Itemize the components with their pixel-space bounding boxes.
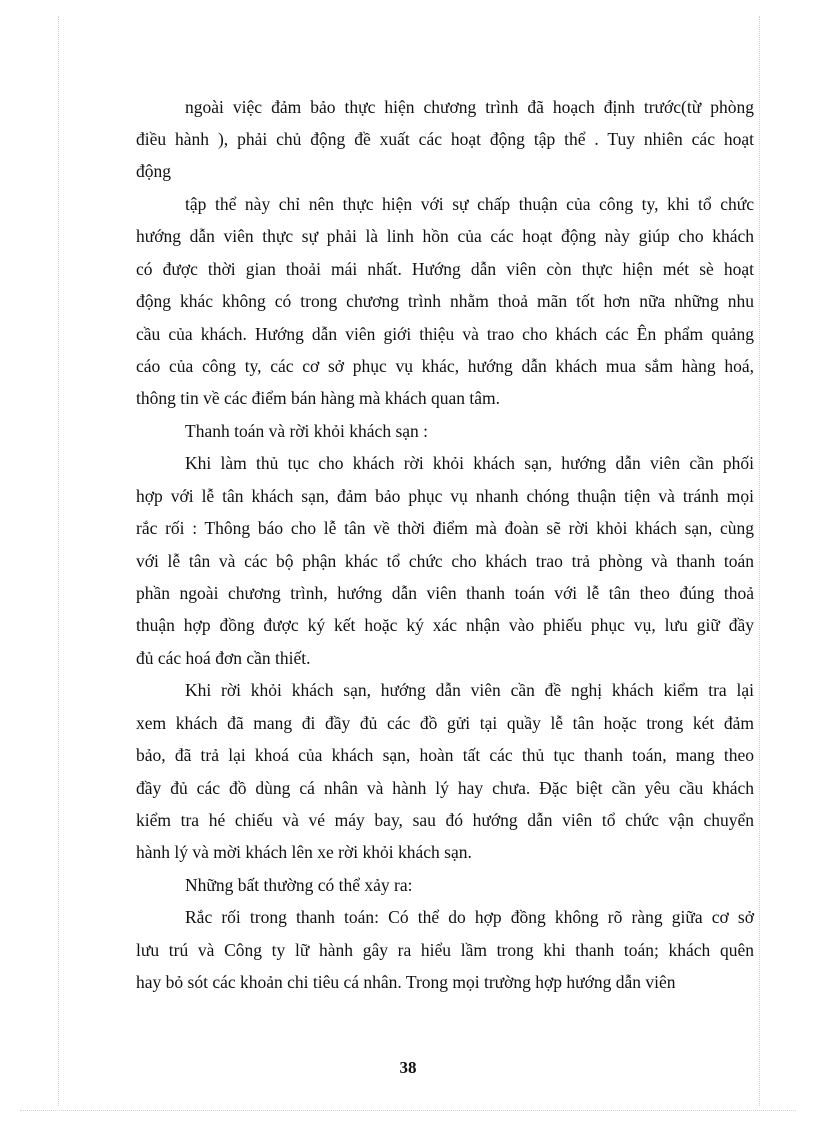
text-line: tập thể này chỉ nên thực hiện với sự chấp thuận của công ty, khi tổ chức bbox=[185, 194, 754, 214]
text-line: xem khách đã mang đi đầy đủ các đồ gửi tại quầy lễ tân hoặc trong két đảm bbox=[136, 713, 754, 733]
text-line: phần ngoài chương trình, hướng dẫn viên thanh toán với lễ tân theo đúng thoả bbox=[136, 583, 754, 603]
text-line: có được thời gian thoải mái nhất. Hướng dẫn viên còn thực hiện mét sè hoạt bbox=[136, 259, 754, 279]
text-line: kiểm tra hé chiếu và vé máy bay, sau đó hướng dẫn viên tổ chức vận chuyển bbox=[136, 810, 754, 830]
text-line: cầu của khách. Hướng dẫn viên giới thiệu và trao cho khách các Ên phẩm quảng bbox=[136, 324, 754, 344]
text-line: đầy đủ các đồ dùng cá nhân và hành lý hay chưa. Đặc biệt cần yêu cầu khách bbox=[136, 778, 754, 798]
text-line: lưu trú và Công ty lữ hành gây ra hiểu lầm trong khi thanh toán; khách quên bbox=[136, 940, 754, 960]
text-line: động khác không có trong chương trình nhằm thoả mãn tốt hơn nữa những nhu bbox=[136, 291, 754, 311]
footer-divider bbox=[20, 1110, 796, 1111]
text-line: hợp với lễ tân khách sạn, đảm bảo phục vụ nhanh chóng thuận tiện và tránh mọi bbox=[136, 486, 754, 506]
text-line: cáo của công ty, các cơ sở phục vụ khác, hướng dẫn khách mua sắm hàng hoá, bbox=[136, 356, 754, 376]
text-line: hay bỏ sót các khoản chi tiêu cá nhân. Trong mọi trường hợp hướng dẫn viên bbox=[136, 972, 676, 992]
text-line: hướng dẫn viên thực sự phải là linh hồn của các hoạt động này giúp cho khách bbox=[136, 226, 754, 246]
section-heading: Thanh toán và rời khỏi khách sạn : bbox=[185, 421, 429, 441]
text-line: điều hành ), phải chủ động đề xuất các hoạt động tập thể . Tuy nhiên các hoạt bbox=[136, 129, 754, 149]
text-line: Khi làm thủ tục cho khách rời khỏi khách sạn, hướng dẫn viên cần phối bbox=[185, 453, 754, 473]
text-line: với lễ tân và các bộ phận khác tổ chức cho khách trao trả phòng và thanh toán bbox=[136, 551, 754, 571]
section-heading: Những bất thường có thể xảy ra: bbox=[185, 875, 413, 895]
text-line: Khi rời khỏi khách sạn, hướng dẫn viên cần đề nghị khách kiểm tra lại bbox=[185, 680, 754, 700]
page-number: 38 bbox=[399, 1058, 417, 1077]
text-line: bảo, đã trả lại khoá của khách sạn, hoàn tất các thủ tục thanh toán, mang theo bbox=[136, 745, 754, 765]
text-line: thông tin về các điểm bán hàng mà khách quan tâm. bbox=[136, 388, 500, 408]
text-line: đủ các hoá đơn cần thiết. bbox=[136, 648, 311, 668]
text-line: ngoài việc đảm bảo thực hiện chương trình đã hoạch định trước(từ phòng bbox=[185, 97, 754, 117]
text-line: hành lý và mời khách lên xe rời khỏi khách sạn. bbox=[136, 842, 472, 862]
text-line: động bbox=[136, 161, 171, 181]
text-line: thuận hợp đồng được ký kết hoặc ký xác nhận vào phiếu phục vụ, lưu giữ đầy bbox=[136, 615, 754, 635]
text-line: rắc rối : Thông báo cho lễ tân về thời điểm mà đoàn sẽ rời khỏi khách sạn, cùng bbox=[136, 518, 754, 538]
text-line: Rắc rối trong thanh toán: Có thể do hợp đồng không rõ ràng giữa cơ sở bbox=[185, 907, 754, 927]
